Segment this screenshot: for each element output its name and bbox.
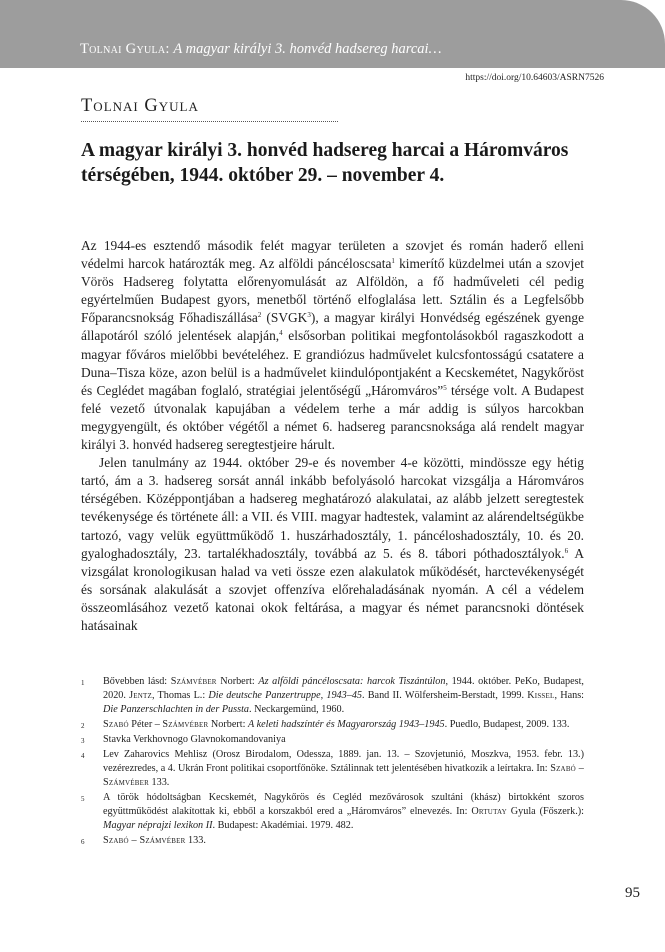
article-author: Tolnai Gyula [81,96,199,116]
footnote-ref[interactable]: 2 [257,311,262,320]
footnote-number: 6 [81,837,85,846]
page-number: 95 [625,885,640,901]
footnote-2: 2 Szabó Péter – Számvéber Norbert: A keleti hadszíntér és Magyarország 1943–1945. Puedlo, Budapest, 2009. 133. [81,718,584,732]
running-header-text [80,41,441,58]
paragraph-1: Az 1944-es esztendő második felét magyar területen a szovjet és román haderő elleni védelmi harcok határozták meg. Az alföldi páncéloscsata$^1$ kimerítő küzdelmei után a szovjet Vörös Hadsereg folytatta előrenyomulását az Alföldön, a fő hadműveleti cél pedig egyértelműen Budapest gyors, menetből történő elfoglalása lett. Sztálin és a Legfelsőbb Főparancsnokság Főhadiszállása$^2$ (SVGK$^3$), a magyar királyi Honvédség egészének gyenge állapotáról szóló jelentések alapján,$^4$ elsősorban politikai megfontolásokból ragaszkodott a magyar főváros mielőbbi bevételéhez. E grandiózus hadművelet kulcsfontosságú csatatere a Duna–Tisza köze, azon belül is a hadművelet kiindulópontjaként a Kecskemétet, Nagykőröst és Ceglédet magában foglaló, stratégiai jelentőségű „Háromváros”$^5$ térsége volt. A Budapest felé vezető útvonalak kapujában a védelem terhe a már addig is súlyos harcokban megygyengült, és október végétől a német 6. hadsereg parancsnoksága alá rendelt magyar királyi 3. honvéd hadsereg seregtestjeire hárult. [81,238,585,453]
article-title: A magyar királyi 3. honvéd hadsereg harcai a Háromváros térségében, 1944. október 29. – november 4. [81,140,569,186]
footnote-6: 6 Szabó – Számvéber 133. [81,834,584,848]
footnote-1: 1 Bővebben lásd: Számvéber Norbert: Az alföldi páncéloscsata: harcok Tiszántúlon, 1944. október. PeKo, Budapest, 2020. Jentz, Thomas L.: Die deutsche Panzertruppe, 1943–45. Band II. Wölfersheim-Berstadt, 1999. Kissel, Hans: Die Panzerschlachten in der Pussta. Neckargemünd, 1960. [81,676,584,716]
footnote-3: 3 Stavka Verkhovnogo Glavnokomandovaniya [81,733,584,747]
running-header-title: A magyar királyi 3. honvéd hadsereg harcai… [173,41,442,57]
footnote-ref[interactable]: 6 [564,546,569,555]
dotted-divider [81,121,338,122]
doi-link[interactable]: https://doi.org/10.64603/ASRN7526 [465,73,604,83]
footnote-number: 4 [81,751,85,760]
article-body [81,237,584,635]
footnote-ref[interactable]: 3 [307,311,311,320]
footnote-ref[interactable]: 4 [279,329,283,338]
footnote-number: 1 [81,679,85,687]
footnotes [81,675,584,848]
footnote-number: 2 [81,722,85,731]
footnote-4: 4 Lev Zaharovics Mehlisz (Orosz Birodalom, Odessza, 1889. jan. 13. – Szovjetunió, Moszkva, 1953. febr. 13.) vezérezredes, a 4. Ukrán Front politikai csoportfőnöke. Sztálinnak tett jelentésében hivatkozik a leírtakra. In: Szabó – Számvéber 133. [81,748,584,788]
footnote-5: 5 A török hódoltságban Kecskemét, Nagykőrös és Cegléd mezővárosok szultáni (khász) birtokként szoros együttműködést alakítottak ki, ebből a korszakból ered a „Háromváros” elnevezés. In: Ortutay Gyula (Főszerk.): Magyar néprajzi lexikon II. Budapest: Akadémiai. 1979. 482. [81,791,584,832]
running-header-author: Tolnai Gyula: [80,41,170,57]
footnote-number: 3 [81,736,85,745]
paragraph-2: Jelen tanulmány az 1944. október 29-e és november 4-e közötti, mindössze egy hétig tartó, ám a 3. hadsereg sorsát annál inkább befolyásoló harcokat vizsgálja a Háromváros térségében. Középpontjában a hadsereg meghatározó alakulatai, az alább jelzett seregtestek tevékenysége és története áll: a VII. és VIII. magyar hadtestek, valamint az alárendeltségükbe tartozó, vagy velük együttműködő 1. huszárhadosztály, 1. páncéloshadosztály, 10. és 20. gyaloghadosztály, 23. tartalékhadosztály, továbbá az 5. és 8. tábori póthadosztályok.$^6$ A vizsgálat kronologikusan halad va veti össze ezen alakulatok működését, harctevékenységét és sorsának alakulását a szovjet offenzíva előrehaladásának nyomán. A cél a védelem összeomlásához vezető katonai okok feltárása, a magyar és német parancsnoki döntések hatásainak [81,455,584,633]
footnote-number: 5 [81,794,85,803]
footnote-ref[interactable]: 5 [443,383,447,392]
running-header [0,0,665,68]
footnote-ref[interactable]: 1 [391,257,395,266]
